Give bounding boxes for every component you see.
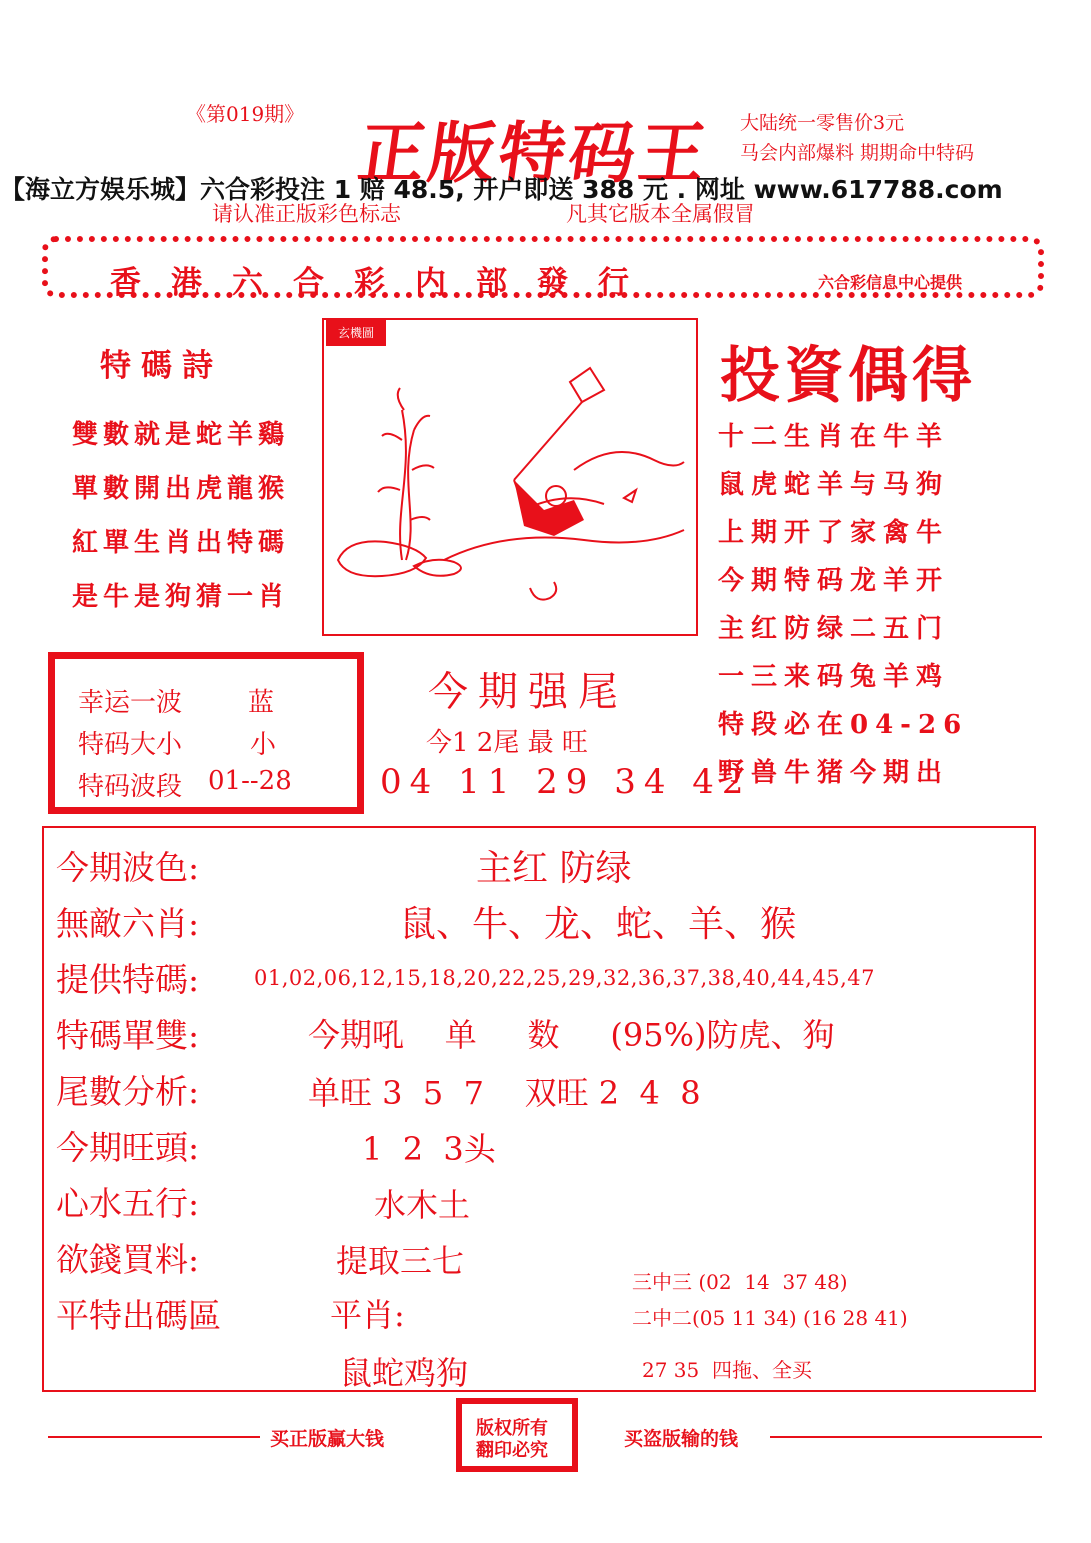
tailnum-value: 单旺 3 5 7 双旺 2 4 8	[308, 1074, 701, 1112]
six-value: 鼠、牛、龙、蛇、羊、猴	[400, 904, 797, 945]
six-label: 無敵六肖:	[56, 904, 200, 943]
oddeven-label: 特碼單雙:	[56, 1016, 200, 1055]
price-text: 大陆统一零售价3元	[740, 112, 905, 134]
insider-text: 马会内部爆料 期期命中特码	[740, 142, 975, 164]
buy-value: 提取三七	[336, 1242, 465, 1280]
verse-line: 主红防绿二五门	[718, 614, 950, 644]
hint-picture	[322, 318, 698, 636]
flat-zodiac: 鼠蛇鸡狗	[340, 1354, 469, 1392]
verse-line: 十二生肖在牛羊	[718, 422, 950, 452]
size-label: 特码大小	[78, 730, 183, 760]
color-value: 主红 防绿	[476, 848, 632, 889]
range-label: 特码波段	[78, 772, 183, 802]
verse-line: 鼠虎蛇羊与马狗	[718, 470, 950, 500]
poem-title: 特碼詩	[100, 348, 223, 384]
recognize-text: 请认准正版彩色标志	[212, 202, 401, 226]
head-value: 1 2 3头	[362, 1130, 496, 1168]
footer-right-text: 买盗版输的钱	[624, 1428, 739, 1450]
copyright-line: 翻印必究	[476, 1440, 548, 1461]
poem-line: 是牛是狗猜一肖	[72, 582, 290, 612]
combo-two: 二中二(05 11 34) (16 28 41)	[632, 1306, 908, 1330]
poem-line: 單數開出虎龍猴	[72, 474, 290, 504]
verse-line: 上期开了家禽牛	[718, 518, 950, 548]
verse-line: 特段必在04-26	[718, 710, 969, 740]
tail-numbers: 04 11 29 34 42	[380, 762, 752, 802]
wave-value: 蓝	[248, 688, 275, 718]
kite-illustration	[324, 320, 696, 634]
footer-divider	[48, 1436, 260, 1438]
codes-label: 提供特碼:	[56, 960, 200, 999]
picture-stamp: 玄機圖	[326, 320, 386, 346]
combo-three: 三中三 (02 14 37 48)	[632, 1270, 848, 1294]
invest-title: 投資偶得	[720, 341, 976, 411]
verse-line: 今期特码龙羊开	[718, 566, 950, 596]
copyright-line: 版权所有	[476, 1418, 548, 1439]
footer-divider	[770, 1436, 1042, 1438]
verse-line: 一三来码兔羊鸡	[718, 662, 950, 692]
elements-label: 心水五行:	[56, 1184, 200, 1223]
codes-value: 01,02,06,12,15,18,20,22,25,29,32,36,37,38,40,44,45,47	[254, 966, 875, 990]
flat-sub: 平肖:	[330, 1296, 405, 1334]
verse-line: 野兽牛猪今期出	[718, 758, 950, 788]
tail-title: 今期强尾	[428, 669, 628, 715]
size-value: 小	[250, 730, 277, 760]
footer-left-text: 买正版赢大钱	[270, 1428, 385, 1450]
range-value: 01--28	[208, 766, 292, 796]
buy-label: 欲錢買料:	[56, 1240, 200, 1279]
tail-sub: 今1 2尾 最 旺	[426, 728, 588, 758]
issue-number: 《第019期》	[186, 102, 305, 126]
poem-line: 紅單生肖出特碼	[72, 528, 290, 558]
issuer-text: 香港六合彩内部發行	[110, 265, 659, 301]
color-label: 今期波色:	[56, 848, 200, 887]
flat-label: 平特出碼區	[56, 1296, 221, 1335]
tailnum-label: 尾數分析:	[56, 1072, 200, 1111]
counterfeit-text: 凡其它版本全属假冒	[566, 202, 755, 226]
oddeven-value: 今期吼 单 数 (95%)防虎、狗	[308, 1016, 835, 1054]
poem-line: 雙數就是蛇羊鷄	[72, 420, 290, 450]
head-label: 今期旺頭:	[56, 1128, 200, 1167]
combo-drag: 27 35 四拖、全买	[642, 1358, 812, 1382]
elements-value: 水木土	[374, 1186, 471, 1224]
issuer-source: 六合彩信息中心提供	[818, 273, 963, 292]
page-title: 正版特码王	[353, 114, 715, 192]
wave-label: 幸运一波	[78, 688, 183, 718]
ad-banner[interactable]: 【海立方娱乐城】六合彩投注 1 赔 48.5, 开户即送 388 元 . 网址 www.617788.com	[0, 175, 1003, 204]
